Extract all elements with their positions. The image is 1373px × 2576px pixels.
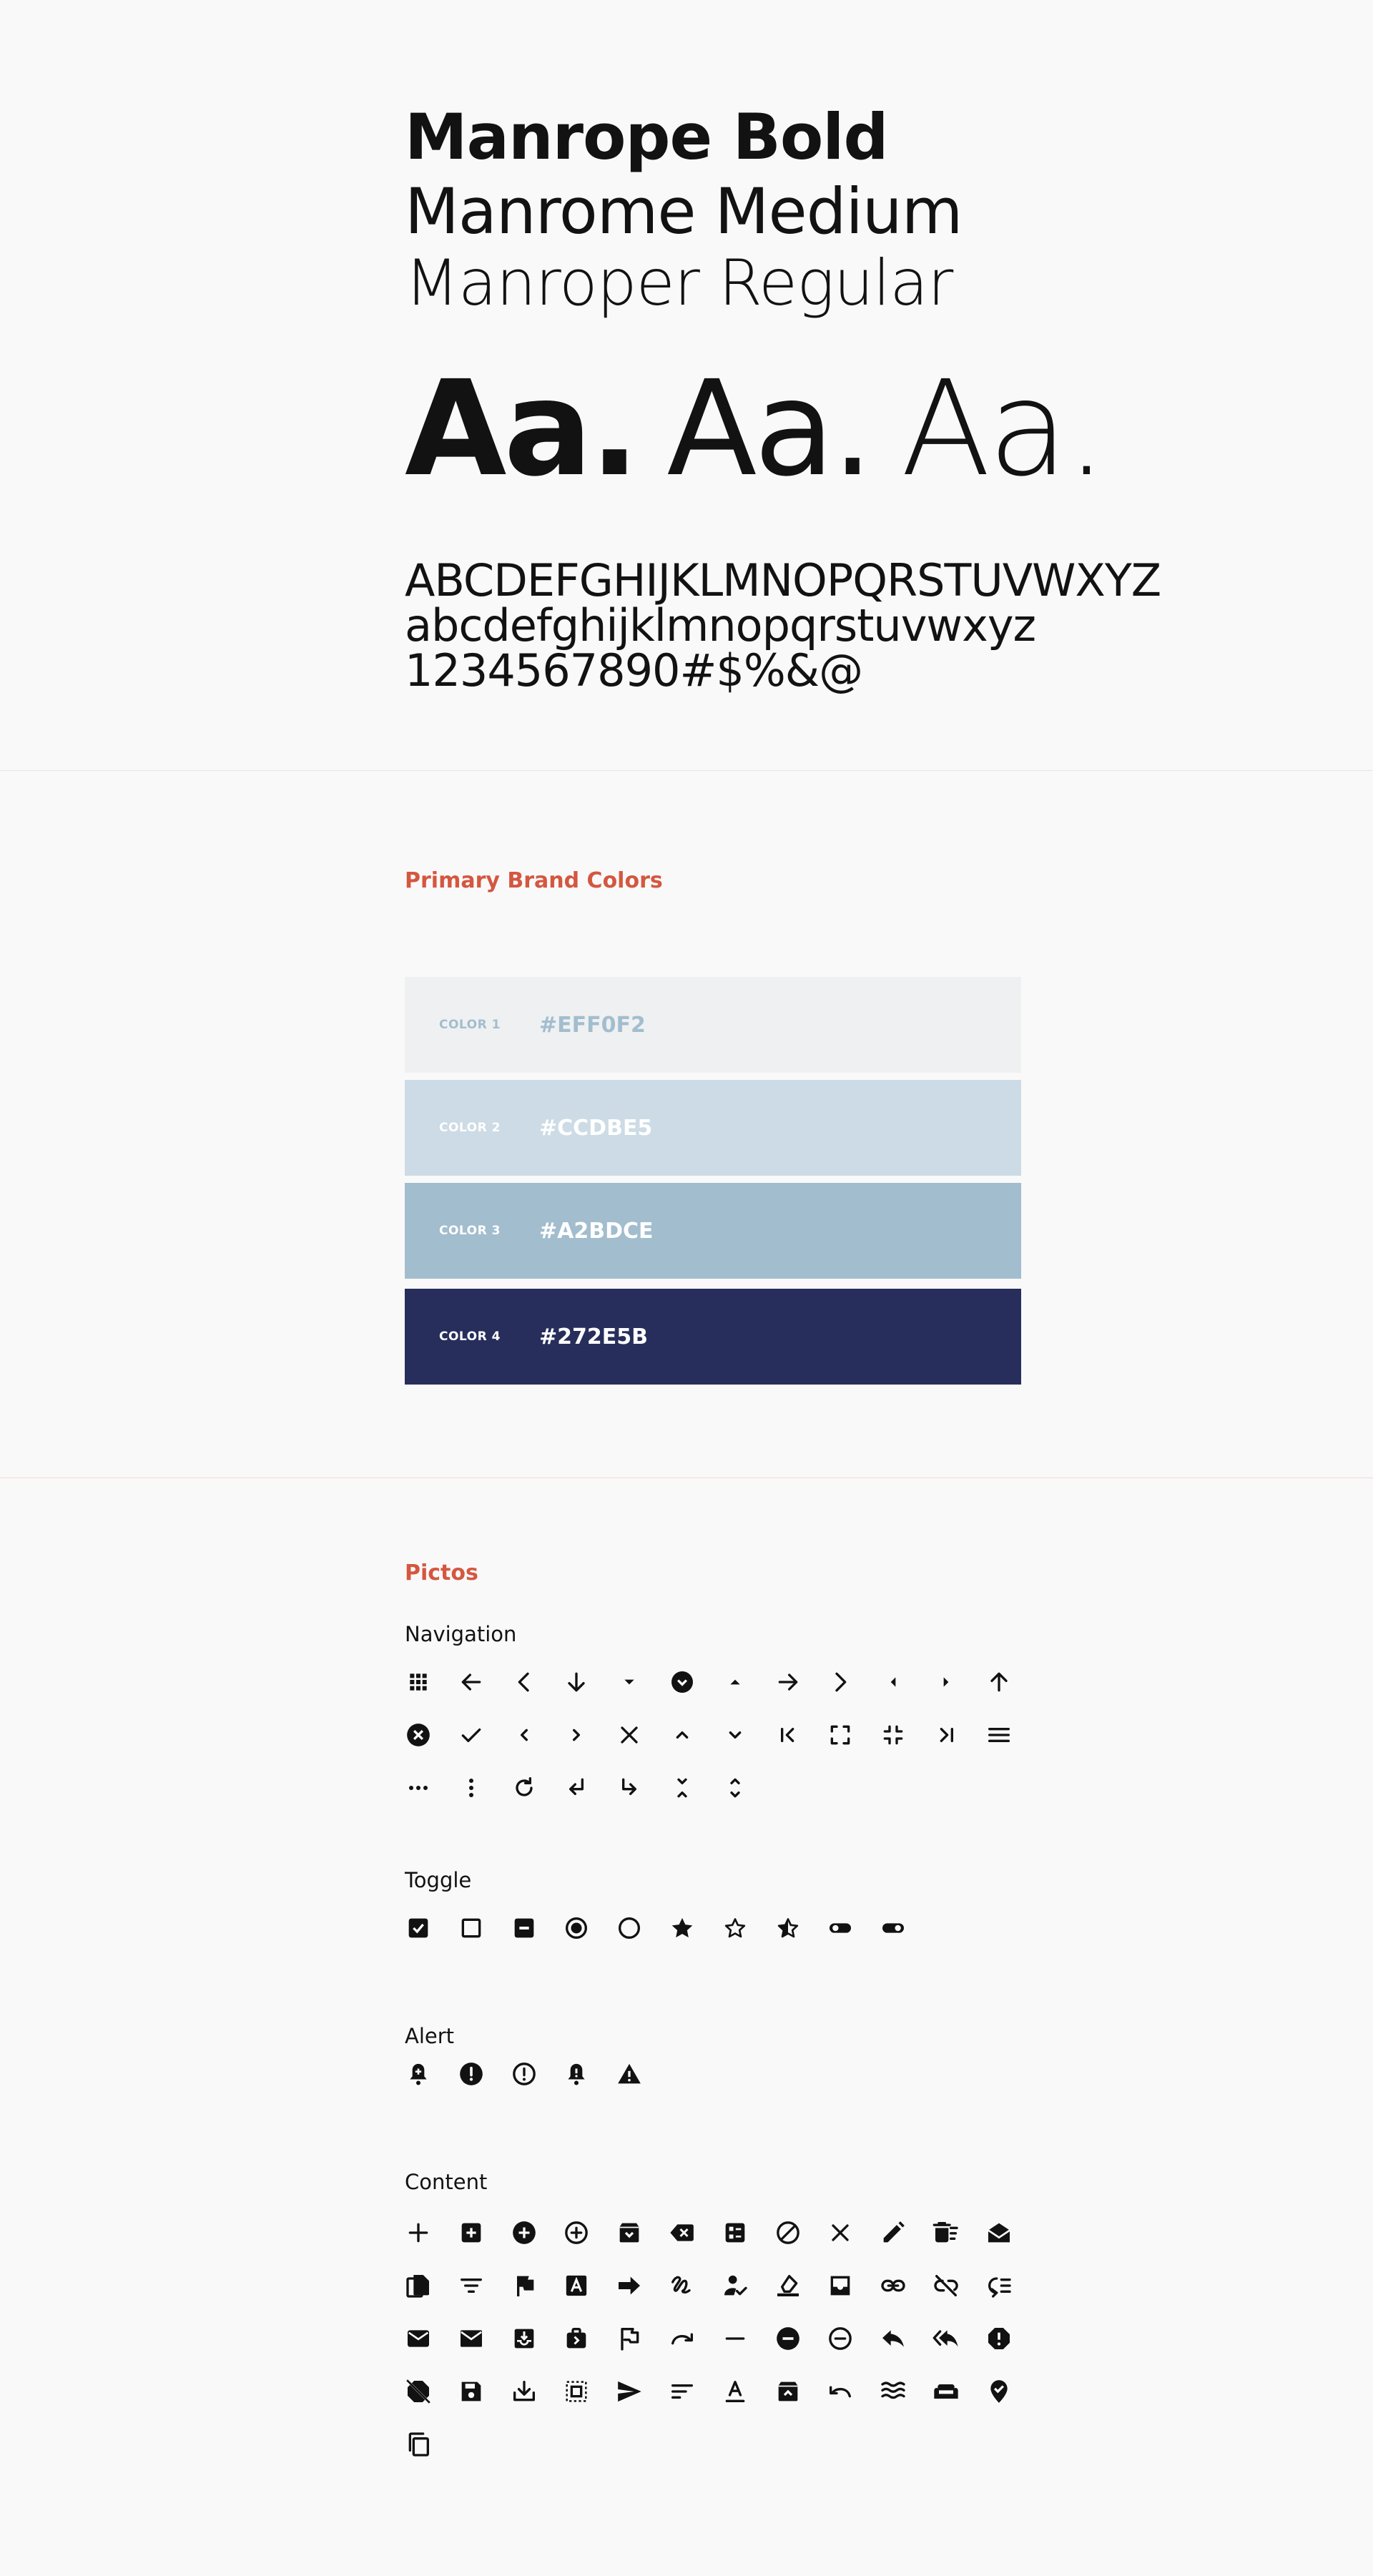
color-swatch-3 [405, 1183, 1021, 1279]
first-page-icon [774, 1721, 802, 1749]
subdirectory-left-icon [562, 1774, 591, 1802]
apps-grid-icon [404, 1668, 433, 1696]
unfold-less-icon [668, 1774, 697, 1802]
add-circle-icon [510, 2218, 538, 2247]
forward-icon [615, 2271, 644, 2300]
link-off-icon [932, 2271, 960, 2300]
star-outline-icon [721, 1914, 749, 1942]
how-to-reg-icon [721, 2271, 749, 2300]
glyph-sample-row [405, 353, 1135, 506]
toggle-on-icon [879, 1914, 907, 1942]
colors-section-title: Primary Brand Colors [405, 868, 663, 893]
markunread-icon [457, 2324, 486, 2353]
color-swatch-hex: #A2BDCE [539, 1218, 654, 1244]
arrow-left-icon [457, 1668, 486, 1696]
add-circle-outline-icon [562, 2218, 591, 2247]
text-format-icon [721, 2377, 749, 2406]
more-vert-icon [457, 1774, 486, 1802]
color-swatch-label: COLOR 4 [439, 1329, 501, 1344]
radio-checked-icon [562, 1914, 591, 1942]
delete-sweep-icon [932, 2218, 960, 2247]
remove-circle-outline-icon [826, 2324, 855, 2353]
subdirectory-right-icon [615, 1774, 644, 1802]
caret-right-icon [932, 1668, 960, 1696]
clear-icon [826, 2218, 855, 2247]
star-icon [668, 1914, 697, 1942]
gesture-icon [668, 2271, 697, 2300]
close-icon [615, 1721, 644, 1749]
pictos-section-title: Pictos [405, 1560, 478, 1586]
glyph-sample-medium: Aa. [666, 353, 871, 506]
report-off-icon [404, 2377, 433, 2406]
chevron-left-icon [510, 1668, 538, 1696]
save-icon [457, 2377, 486, 2406]
caret-left-icon [879, 1668, 907, 1696]
error-icon [457, 2060, 486, 2088]
notification-important-icon [562, 2060, 591, 2088]
checkbox-empty-icon [457, 1914, 486, 1942]
error-outline-icon [510, 2060, 538, 2088]
unfold-more-icon [721, 1774, 749, 1802]
reply-all-icon [932, 2324, 960, 2353]
outlined-flag-icon [615, 2324, 644, 2353]
flag-icon [510, 2271, 538, 2300]
color-swatch-4 [405, 1289, 1021, 1385]
arrow-right-icon [774, 1668, 802, 1696]
alphabet-uppercase: ABCDEFGHIJKLMNOPQRSTUVWXYZ [405, 554, 1161, 606]
remove-circle-icon [774, 2324, 802, 2353]
arrow-up-icon [985, 1668, 1013, 1696]
section-divider [0, 770, 1373, 771]
sort-icon [668, 2377, 697, 2406]
color-swatch-1 [405, 977, 1021, 1073]
glyph-sample-bold: Aa. [405, 353, 637, 506]
create-icon [879, 2218, 907, 2247]
color-swatch-hex: #CCDBE5 [539, 1115, 653, 1141]
alert-group-title: Alert [405, 2024, 455, 2048]
block-icon [774, 2218, 802, 2247]
color-swatch-label: COLOR 3 [439, 1224, 501, 1238]
ink-eraser-icon [774, 2271, 802, 2300]
digits-symbols: 1234567890#$%&@ [405, 644, 863, 697]
more-horiz-icon [404, 1774, 433, 1802]
font-sample-regular: Manroper Regular [405, 246, 953, 320]
alphabet-lowercase: abcdefghijklmnopqrstuvwxyz [405, 599, 1036, 652]
content-copy-icon [404, 2430, 433, 2459]
glyph-sample-regular: Aa. [900, 353, 1105, 506]
chevron-left-small-icon [510, 1721, 538, 1749]
expand-more-icon [721, 1721, 749, 1749]
font-sample-bold: Manrope Bold [405, 100, 888, 174]
unarchive-icon [774, 2377, 802, 2406]
caret-down-icon [615, 1668, 644, 1696]
checkbox-checked-icon [404, 1914, 433, 1942]
filter-list-icon [457, 2271, 486, 2300]
fullscreen-exit-icon [879, 1721, 907, 1749]
inbox-icon [826, 2271, 855, 2300]
next-week-icon [562, 2324, 591, 2353]
where-to-vote-icon [985, 2377, 1013, 2406]
add-alert-icon [404, 2060, 433, 2088]
color-swatch-hex: #EFF0F2 [539, 1012, 646, 1038]
fullscreen-icon [826, 1721, 855, 1749]
undo-icon [826, 2377, 855, 2406]
content-group-title: Content [405, 2170, 488, 2194]
warning-icon [615, 2060, 644, 2088]
mail-icon [404, 2324, 433, 2353]
arrow-down-icon [562, 1668, 591, 1696]
font-download-icon [562, 2271, 591, 2300]
expand-less-icon [668, 1721, 697, 1749]
add-icon [404, 2218, 433, 2247]
font-sample-medium: Manrome Medium [405, 174, 963, 248]
waves-icon [879, 2377, 907, 2406]
report-icon [985, 2324, 1013, 2353]
radio-empty-icon [615, 1914, 644, 1942]
color-swatch-hex: #272E5B [539, 1324, 648, 1350]
link-icon [879, 2271, 907, 2300]
file-copy-icon [404, 2271, 433, 2300]
archive-icon [615, 2218, 644, 2247]
save-alt-icon [510, 2377, 538, 2406]
select-all-icon [562, 2377, 591, 2406]
toggle-group-title: Toggle [405, 1868, 472, 1892]
ballot-icon [721, 2218, 749, 2247]
navigation-group-title: Navigation [405, 1622, 517, 1646]
star-half-icon [774, 1914, 802, 1942]
add-box-icon [457, 2218, 486, 2247]
remove-icon [721, 2324, 749, 2353]
reply-icon [879, 2324, 907, 2353]
backspace-icon [668, 2218, 697, 2247]
expand-circle-icon [668, 1668, 697, 1696]
checkbox-indeterminate-icon [510, 1914, 538, 1942]
chevron-right-icon [826, 1668, 855, 1696]
menu-icon [985, 1721, 1013, 1749]
last-page-icon [932, 1721, 960, 1749]
redo-icon [668, 2324, 697, 2353]
toggle-off-icon [826, 1914, 855, 1942]
caret-up-icon [721, 1668, 749, 1696]
color-swatch-2 [405, 1080, 1021, 1176]
refresh-icon [510, 1774, 538, 1802]
low-priority-icon [985, 2271, 1013, 2300]
weekend-icon [932, 2377, 960, 2406]
cancel-circle-icon [404, 1721, 433, 1749]
drafts-icon [985, 2218, 1013, 2247]
chevron-right-small-icon [562, 1721, 591, 1749]
color-swatch-label: COLOR 2 [439, 1121, 501, 1135]
check-icon [457, 1721, 486, 1749]
send-icon [615, 2377, 644, 2406]
color-swatch-label: COLOR 1 [439, 1018, 501, 1032]
move-to-inbox-icon [510, 2324, 538, 2353]
